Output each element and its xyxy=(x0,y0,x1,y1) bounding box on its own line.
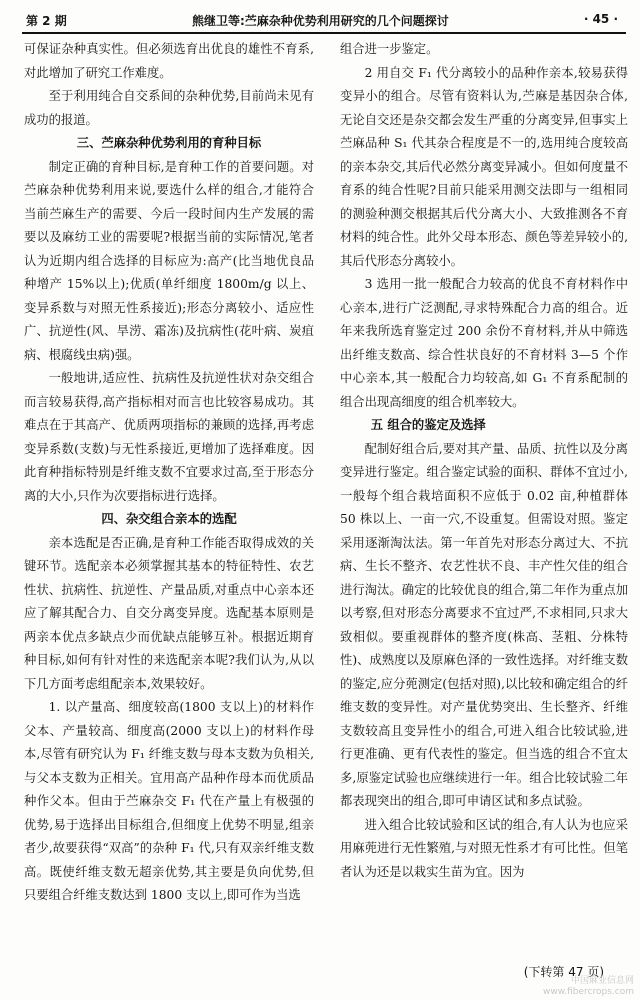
paragraph: 组合进一步鉴定。 xyxy=(340,42,439,56)
watermark-line: 中国麻业信息网 xyxy=(570,976,634,986)
section-heading-5: 五 组合的鉴定及选择 xyxy=(370,418,486,432)
section-heading-3: 三、苎麻杂种优势利用的育种目标 xyxy=(76,136,262,150)
paragraph: 至于利用纯合自交系间的杂种优势,目前尚未见有成功的报道。 xyxy=(24,89,314,127)
watermark xyxy=(543,976,634,998)
page-number: · 45 · xyxy=(583,12,618,26)
running-header xyxy=(22,8,626,34)
section-heading-4: 四、杂交组合亲本的选配 xyxy=(101,512,237,526)
paragraph: 2 用自交 F₁ 代分离较小的品种作亲本,较易获得变异小的组合。尽管有资料认为,苎麻是基因杂合体,无论自交还是杂交都会发生严重的分离变异,但事实上苎麻品种 S₁ 代其杂合程度是不一的,选用纯合度较高的亲本杂交,其后代必然分离变异减小。但如何度量不育系的纯合性呢?目前只能采用测交法即与一组相同的测验种测交根据其后代分离大小、大致推测各不育材料的纯合性。此外父母本形态、颜色等差异较小的,其后代形态分离较小。 xyxy=(340,65,628,268)
paragraph: 可保证杂种真实性。但必须选育出优良的雄性不育系,对此增加了研究工作难度。 xyxy=(24,42,314,80)
right-column xyxy=(340,38,628,884)
paragraph: 一般地讲,适应性、抗病性及抗逆性状对杂交组合而言较易获得,高产指标相对而言也比较容易成功。其难点在于其高产、优质两项指标的兼顾的选择,再考虑变异系数(支数)与无性系接近,更增加了选择难度。因此育种指标特别是纤维支数不宜要求过高,至于形态分离的大小,只作为次要指标进行选择。 xyxy=(24,371,314,503)
paragraph: 1. 以产量高、细度较高(1800 支以上)的材料作父本、产量较高、细度高(2000 支以上)的材料作母本,尽管有研究认为 F₁ 纤维支数与母本支数为负相关,与父本支数为正相关。宜用高产品种作母本而优质品种作父本。但由于苎麻杂交 F₁ 代在产量上有极强的优势,易于选择出目标组合,但细度上优势不明显,组亲者少,故要获得“双高”的杂种 F₁ 代,只有双亲纤维支数高。既使纤维支数无超亲优势,其主要是负向优势,但只要组合纤维支数达到 1800 支以上,即可作为当选 xyxy=(24,700,314,902)
paragraph: 亲本选配是否正确,是育种工作能否取得成效的关键环节。选配亲本必须掌握其基本的特征特性、农艺性状、抗病性、抗逆性、产量品质,对重点中心亲本还应了解其配合力、自交分离变异度。选配基本原则是两亲本优点多缺点少而优缺点能够互补。根据近期育种目标,如何有针对性的来选配亲本呢?我们认为,从以下几方面考虑组配亲本,效果较好。 xyxy=(24,535,314,691)
paragraph: 制定正确的育种目标,是育种工作的首要问题。对苎麻杂种优势利用来说,要选什么样的组合,才能符合当前苎麻生产的需要、今后一段时间内生产发展的需要以及麻纺工业的需要呢?根据当前的实际情况,笔者认为近期内组合选择的目标应为:高产(比当地优良品种增产 15%以上);优质(单纤细度 1800m/g 以上、变异系数与对照无性系接近);形态分离较小、适应性广、抗逆性(风、旱涝、霜冻)及抗病性(花叶病、炭疽病、根腐线虫病)强。 xyxy=(24,159,314,362)
paragraph: 3 选用一批一般配合力较高的优良不育材料作中心亲本,进行广泛测配,寻求特殊配合力高的组合。近年来我所选育鉴定过 200 余份不育材料,并从中筛选出纤维支数高、综合性状良好的不育材料 3—5 个作中心亲本,其一般配合力均较高,如 G₁ 不育系配制的组合出现高细度的组合机率较大。 xyxy=(340,277,628,409)
running-title: 熊继卫等:苎麻杂种优势利用研究的几个问题探讨 xyxy=(192,14,449,28)
paragraph: 配制好组合后,要对其产量、品质、抗性以及分离变异进行鉴定。组合鉴定试验的面积、群体不宜过小,一般每个组合栽培面积不应低于 0.02 亩,种植群体 50 株以上、一亩一穴,不设重复。但需设对照。鉴定采用逐渐淘汰法。第一年首先对形态分离过大、不抗病、生长不整齐、农艺性状不良、丰产性欠佳的组合进行淘汰。确定的比较优良的组合,第二年作为重点加以考察,但对形态分离要求不宜过严,不求相同,只求大致相似。要重视群体的整齐度(株高、茎粗、分株特性)、成熟度以及原麻色泽的一致性选择。对纤维支数的鉴定,应分蔸测定(包括对照),以比较和确定组合的纤维支数的变异性。对产量优势突出、生长整齐、纤维支数较高且变异性小的组合,可进入组合比较试验,进行更准确、更有代表性的鉴定。但当选的组合不宜太多,原鉴定试验也应继续进行一年。组合比较试验二年都表现突出的组合,即可申请区试和多点试验。 xyxy=(340,441,628,808)
issue-number: 第 2 期 xyxy=(26,14,67,28)
watermark-url: www.fibercrops.com xyxy=(543,987,634,997)
continuation-note: (下转第 47 页) xyxy=(523,965,604,979)
paragraph: 进入组合比较试验和区试的组合,有人认为也应采用麻蔸进行无性繁殖,与对照无性系才有可比性。但笔者认为还是以栽实生苗为宜。因为 xyxy=(340,817,628,879)
left-column xyxy=(24,38,314,908)
